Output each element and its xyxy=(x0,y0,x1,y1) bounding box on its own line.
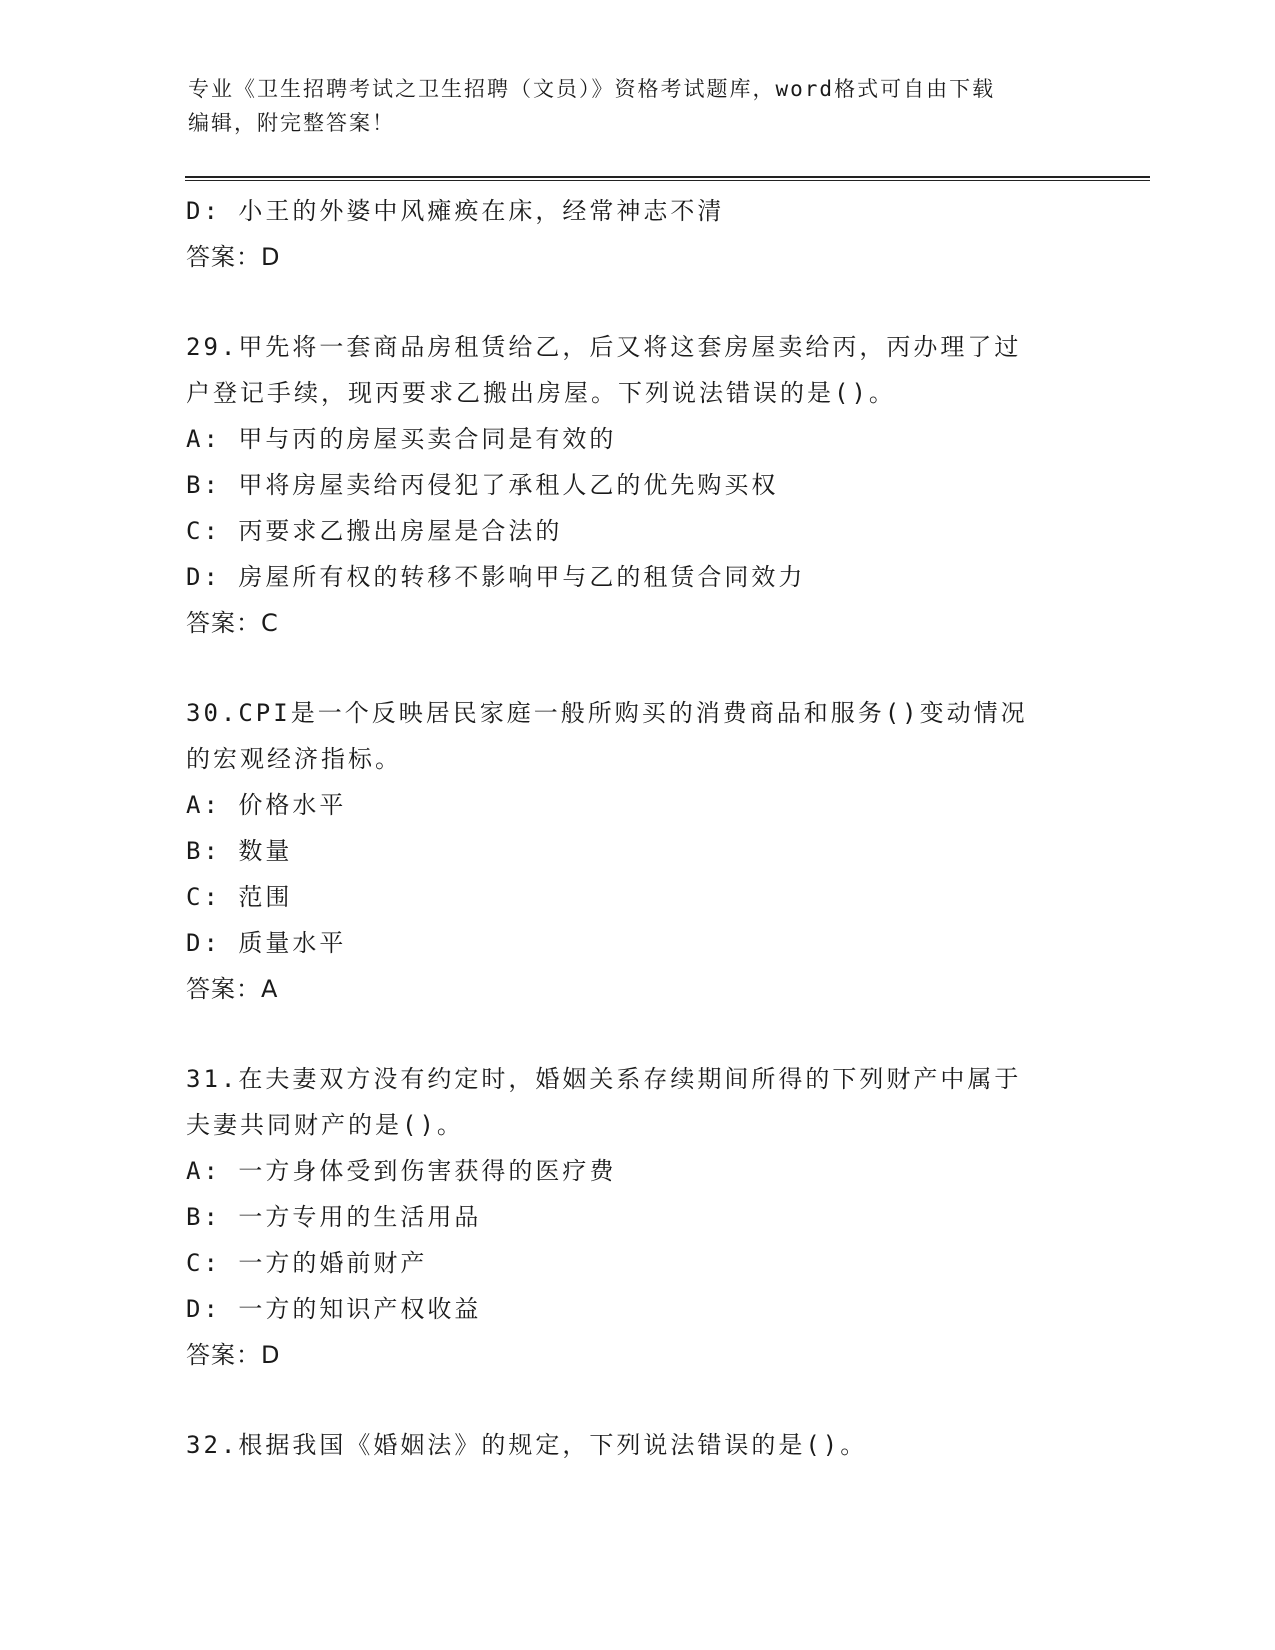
option-d: D: 房屋所有权的转移不影响甲与乙的租赁合同效力 xyxy=(186,563,806,591)
spacer xyxy=(186,646,1086,690)
option-a: A: 价格水平 xyxy=(186,791,347,819)
option-c: C: 丙要求乙搬出房屋是合法的 xyxy=(186,517,563,545)
question-content xyxy=(186,188,1086,1468)
question-stem: 户登记手续，现丙要求乙搬出房屋。下列说法错误的是()。 xyxy=(186,379,896,407)
answer: 答案：A xyxy=(186,975,279,1003)
page-header xyxy=(188,72,1088,140)
option-c: C: 一方的婚前财产 xyxy=(186,1249,428,1277)
option-d: D: 小王的外婆中风瘫痪在床，经常神志不清 xyxy=(186,197,725,225)
question-stem: 29.甲先将一套商品房租赁给乙，后又将这套房屋卖给丙，丙办理了过 xyxy=(186,333,1022,361)
question-29 xyxy=(186,324,1086,646)
question-stem: 30.CPI是一个反映居民家庭一般所购买的消费商品和服务()变动情况 xyxy=(186,699,1028,727)
question-stem: 的宏观经济指标。 xyxy=(186,745,402,773)
answer: 答案：C xyxy=(186,609,279,637)
option-b: B: 一方专用的生活用品 xyxy=(186,1203,482,1231)
option-b: B: 甲将房屋卖给丙侵犯了承租人乙的优先购买权 xyxy=(186,471,779,499)
header-line-2: 编辑，附完整答案！ xyxy=(188,111,395,135)
option-b: B: 数量 xyxy=(186,837,293,865)
question-28-tail xyxy=(186,188,1086,280)
spacer xyxy=(186,1012,1086,1056)
spacer xyxy=(186,1378,1086,1422)
answer: 答案：D xyxy=(186,243,281,271)
question-31 xyxy=(186,1056,1086,1378)
question-32 xyxy=(186,1422,1086,1468)
answer: 答案：D xyxy=(186,1341,281,1369)
option-d: D: 质量水平 xyxy=(186,929,347,957)
header-divider xyxy=(185,176,1150,181)
question-stem: 31.在夫妻双方没有约定时，婚姻关系存续期间所得的下列财产中属于 xyxy=(186,1065,1022,1093)
spacer xyxy=(186,280,1086,324)
question-30 xyxy=(186,690,1086,1012)
option-c: C: 范围 xyxy=(186,883,293,911)
option-a: A: 一方身体受到伤害获得的医疗费 xyxy=(186,1157,617,1185)
option-d: D: 一方的知识产权收益 xyxy=(186,1295,482,1323)
question-stem: 夫妻共同财产的是()。 xyxy=(186,1111,464,1139)
header-line-1: 专业《卫生招聘考试之卫生招聘（文员）》资格考试题库，word格式可自由下载 xyxy=(188,77,996,101)
question-stem: 32.根据我国《婚姻法》的规定，下列说法错误的是()。 xyxy=(186,1431,868,1459)
option-a: A: 甲与丙的房屋买卖合同是有效的 xyxy=(186,425,617,453)
